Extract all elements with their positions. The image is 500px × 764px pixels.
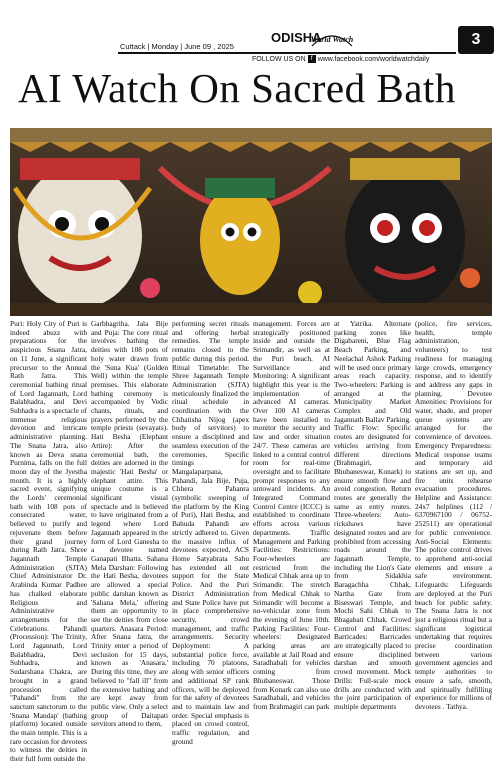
follow-url[interactable]: www.facebook.com/worldwatchdaily: [317, 55, 430, 63]
facebook-icon: f: [308, 55, 316, 63]
article-column-2: Garbhagriha. Jala Bije and Puja: The core ritual involves bathing the deities with 108 pots of holy water drawn from the 'Suna Kua' (Golden Well) within the temple premises. This elaborate bathing ceremony is accompanied by Vedic chants, rituals, and prayers performed by the temple priests (sevayats). Hati Besha (Elephant Attire): After the ceremonial bath, the deities are adorned in the majestic 'Hati Besha' or elephant attire. This unique costume is a significant visual spectacle and is believed to have originated from a legend where Lord Jagannath appeared in the form of Lord Ganesha to a devotee named Ganapati Bhatta. Sahana Mela Darshan: Following the Hati Besha, devotees are allowed a special public darshan known as 'Sahana Mela,' offering them an opportunity to see the deities from close quarters. Anasara Period: After Snana Jatra, the Trinity enter a period of seclusion for 15 days, known as 'Anasara.' During this time, they are believed to "fall ill" from the extensive bathing and are kept away from public view. Only a select group of Daitapati servitors attend to them,: [91, 319, 168, 729]
article-column-5: at Yatrika. Alternate parking zones like Digabareni, Blue Flag Beach Parking, and Neelachal Ashok Parking will be used once primary areas reach capacity. Two-wheelers: Parking is arranged at the Municipality Market Complex and Old Jagannath Ballav Parking. Traffic Flow: Specific routes are designated for vehicles arriving from different directions (Brahmagiri, Bhubaneswar, Konark) to ensure smooth flow and avoid congestion. Return routes are generally the same as entry routes. Three-wheelers: Auto-rickshaws have designated routes and are prohibited from accessing roads around the Jagannath Temple, including the Lion's Gate from Sidakhia Baragachha Chhak, Nartha Gate from Biseswari Temple, and Mochi Sahi Chhak to Bhagabati Chhak. Crowd Control and Facilities: Barricades: Barricades are strategically placed to ensure disciplined darshan and smooth crowd movement. Mock Drills: Full-scale mock drills are conducted with the joint participation of multiple departments: [334, 319, 411, 711]
world-watch-logo: [309, 24, 355, 50]
article-body: [10, 319, 492, 764]
page-number: 3: [458, 26, 494, 54]
header-rule: [118, 52, 456, 54]
headline: AI Watch On Sacred Bath: [18, 65, 456, 111]
follow-label: FOLLOW US ON: [252, 55, 306, 63]
article-column-3: performing secret rituals and offering herbal remedies. The temple remains closed to the public during this period. Ritual Timetable: The Shree Jagannath Temple Administration (SJTA) meticulously finalized the ritual schedule in coordination with the Chhatisha Nijog (apex body of servitors) to ensure a disciplined and seamless execution of the ceremonies. Specific timings for Mangalaparpana, Pahandi, Jala Bije, Puja, Chhera Pahanra (symbolic sweeping of the platform by the King of Puri), Hati Besha, and Bahuda Pahandi are strictly adhered to. Given the massive influx of devotees expected, ACS Home Satyabrata Sahu has extended all out support for the State Police. And the Puri District Administration and State Police have put in place comprehensive security, crowd management, and traffic arrangements. Security Deployment: A substantial police force, including 70 platoons, along with senior officers and additional SP rank officers, will be deployed for the safety of devotees and to maintain law and order. Special emphasis is placed on crowd control, traffic regulation, and ground: [172, 319, 249, 746]
article-column-1: Puri: Holy City of Puri is indeed abuzz with preparations for the auspicious Snana Jatra, on 11 June, a significant precursor to the Annual Rath Jatra. This ceremonial bathing ritual of Lord Jagannath, Lord Balabhadra, and Devi Subhadra is a spectacle of immense religious devotion and intricate administrative planning. The Snana Jatra, also known as Deva snana Purnima, falls on the full moon day of the Jyestha month. It is a highly sacred event, signifying the Lords' ceremonial bath with 108 pots of consecrated water, believed to purify and rejuvenate them before their grand journey during Rath Jatra. Shree Jagannath Temple Administration (SJTA) Chief Administrator Dr. Arabinda Kumar Padhee has chalked elaborate Religious and Administrative arrangements for the Celebrations. Pahandi (Procession): The Trinity, Lord Jagannath, Lord Balabhadra, Devi Subhadra, and Sudarshana Chakra, are brought in a grand procession called "Pahandi" from the sanctum sanctorum to the 'Snana Mandap' (bathing platform) located outside the main temple. This is a rare occasion for devotees to witness the deities in their full form outside the: [10, 319, 87, 764]
follow-us: [252, 55, 429, 63]
article-column-4: management. Forces are strategically positioned inside and outside the Srimandir, as well as at the Puri beach. AI Surveillance and Monitoring: A significant highlight this year is the implementation of advanced AI cameras. Over 100 AI cameras have been installed to monitor the security and law and order situation 24/7. These cameras are linked to a central control room for real-time oversight and to facilitate prompt responses to any untoward incidents. An Integrated Command Control Centre (ICCC) is established to coordinate efforts across various departments. Traffic Management and Parking Facilities: Restrictions: Four-wheelers are restricted from the Medical Chhak area up to Srimandir. The stretch from Medical Chhak to Srimandir will become a no-vehicular zone from the evening of June 10th. Parking Facilities: Four-wheelers: Designated parking areas are available at Jail Road and Saradhabali for vehicles coming from Bhubaneswar. Those from Konark can also use Saradhabali, and vehicles from Brahmagiri can park: [253, 319, 330, 711]
date-line: Cuttack | Monday | June 09 , 2025: [120, 42, 234, 51]
deities-photo: [10, 128, 492, 316]
section-label: ODISHA: [271, 30, 322, 45]
masthead: [0, 0, 500, 63]
svg-text:World Watch: World Watch: [310, 35, 354, 44]
article-column-6: (police, fire services, health, temple administration, volunteers) to test readiness for managing large crowds, emergency response, and to identify and address any gaps in planning. Devotee Amenities: Provisions for water, shade, and proper queue systems are arranged for the convenience of devotees. Emergency Preparedness: Medical response teams and temporary aid stations are set up, and fire units rehearse evacuation procedures. Helpline and Assistance: 24x7 helplines (112 / 6370967100 / 06752-252511) are operational for public convenience. Anti-Social Elements: The police control drives to apprehend anti-social elements and ensure a safe environment. Lifeguards: Lifeguards are deployed at the Puri beach for public safety. The Snana Jatra is not just a religious ritual but a significant logistical undertaking that requires precise coordination between various government agencies and temple authorities to ensure a safe, smooth, and spiritually fulfilling experience for millions of devotees . Tathya.: [415, 319, 492, 711]
